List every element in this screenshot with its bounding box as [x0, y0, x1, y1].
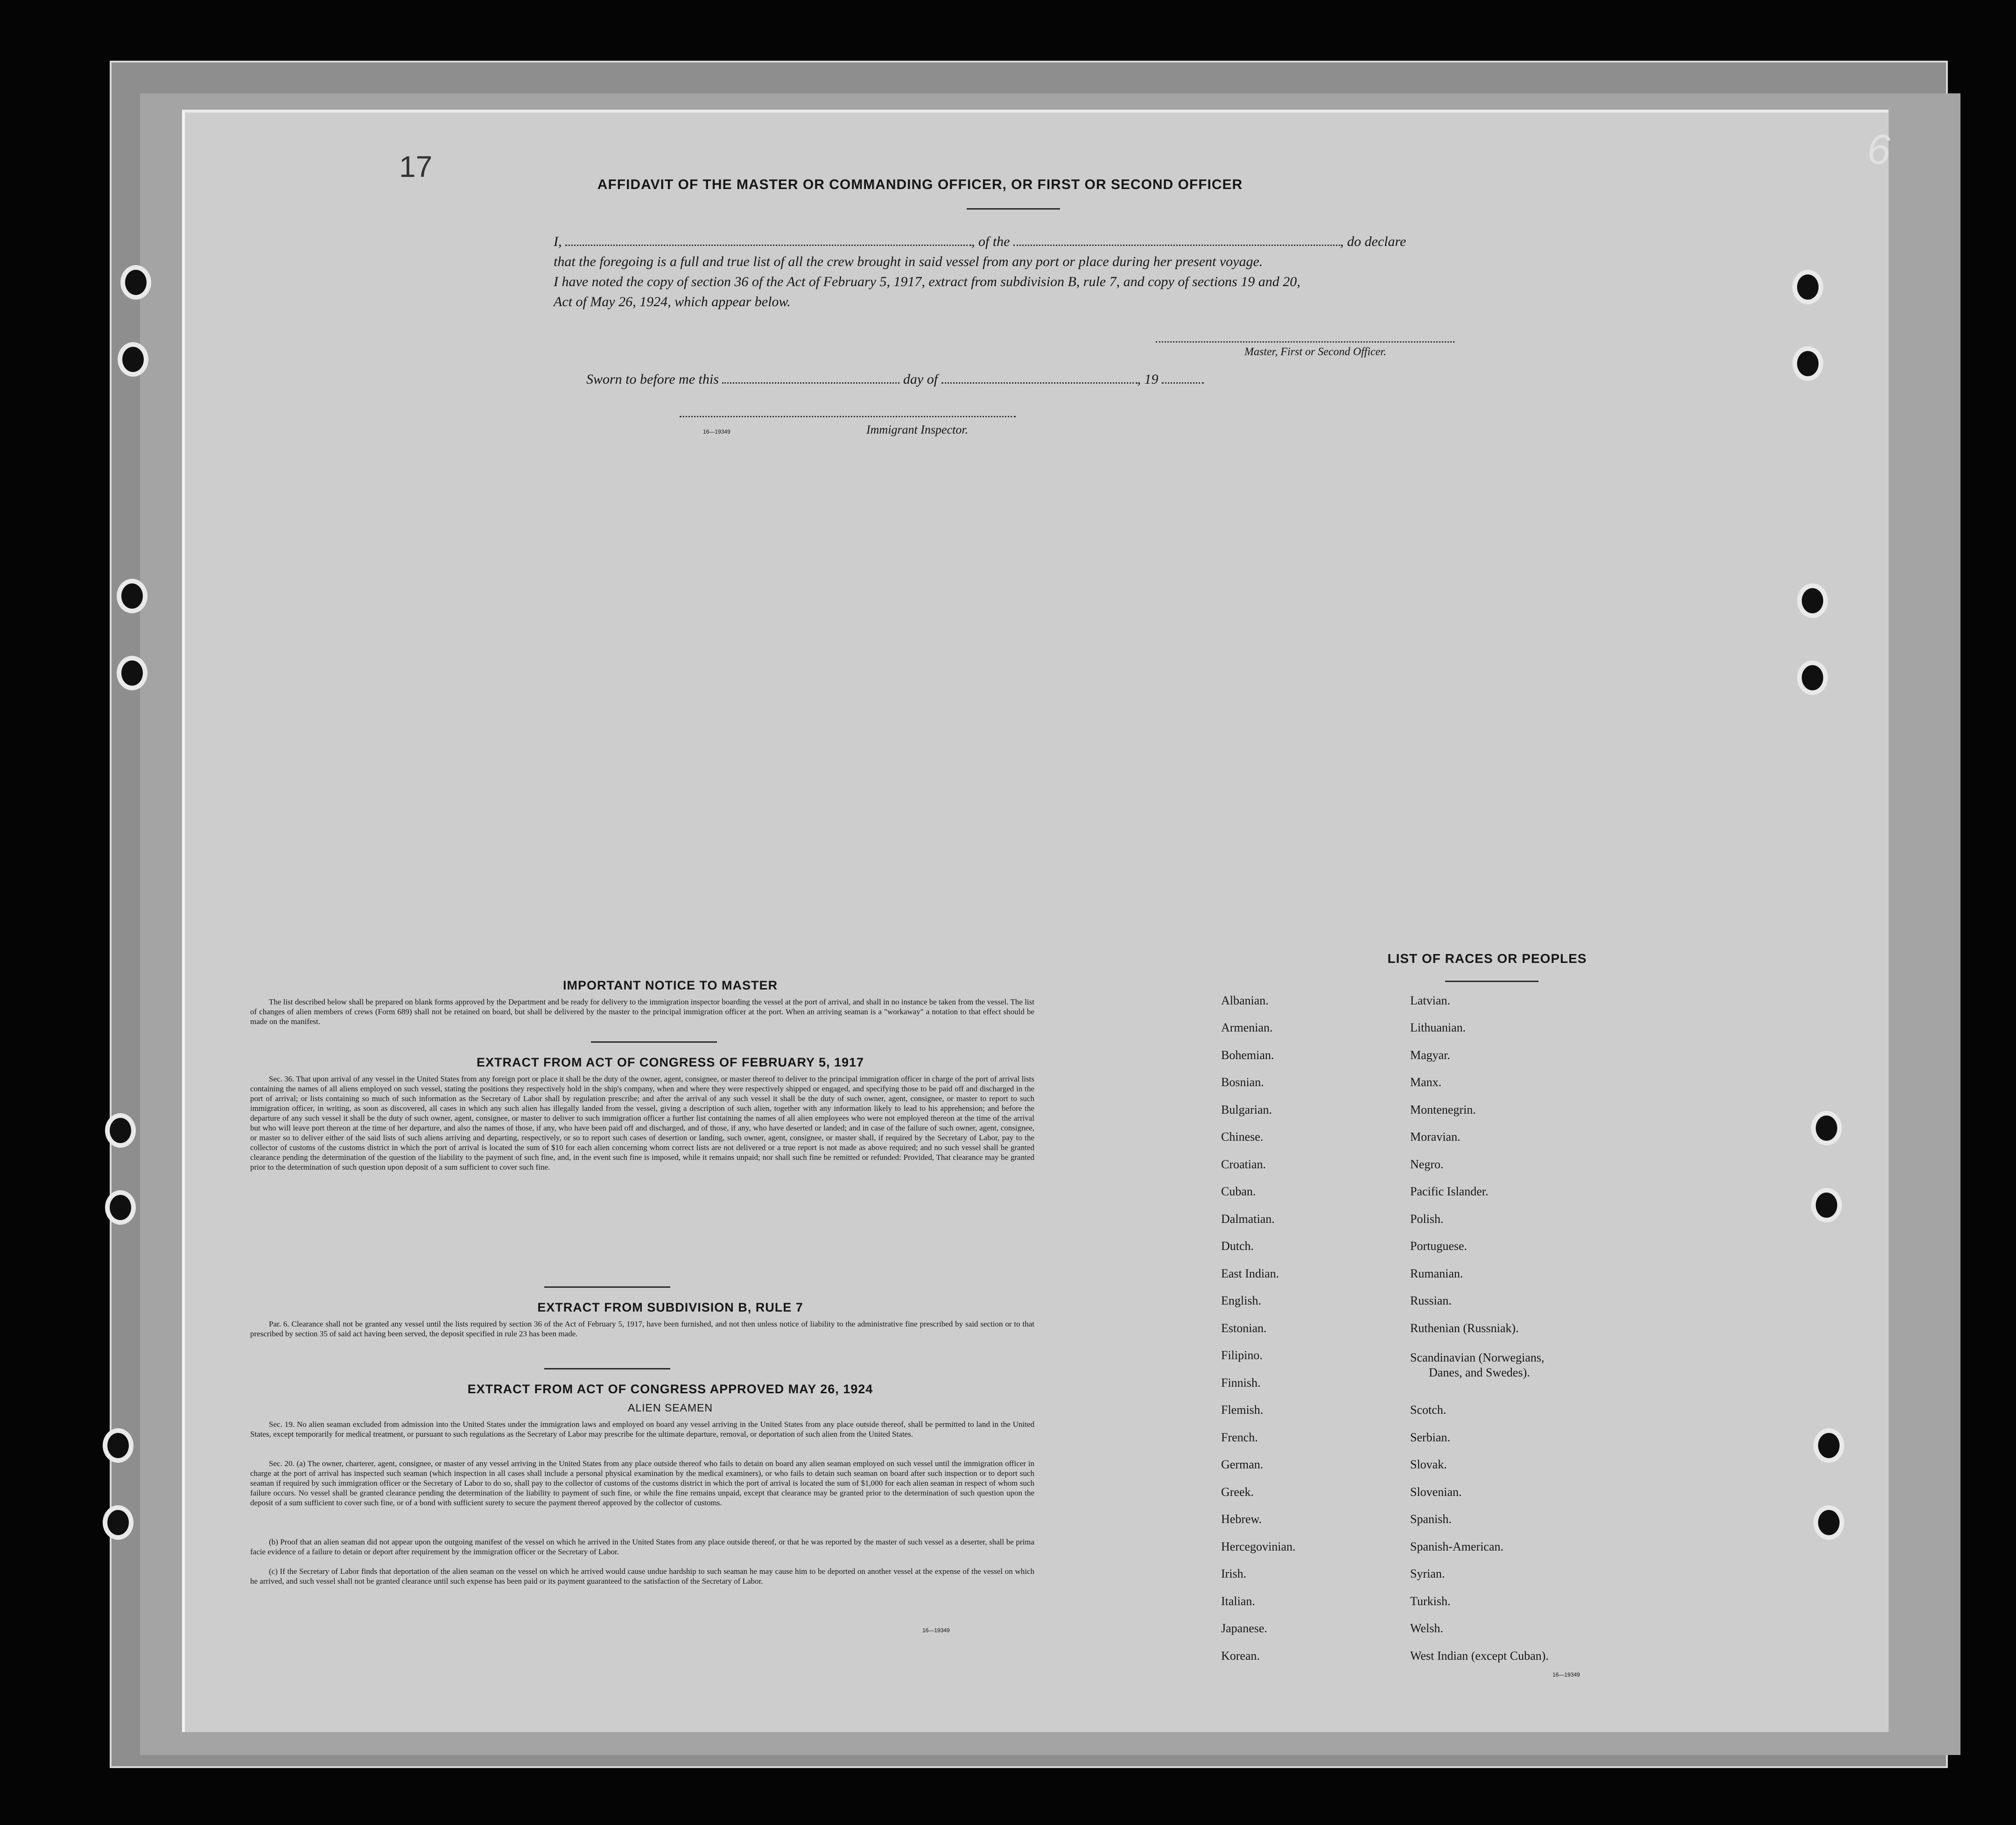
race-item: Italian. — [1221, 1594, 1255, 1608]
race-item: Moravian. — [1410, 1130, 1461, 1144]
race-item: Spanish. — [1410, 1512, 1452, 1526]
form-number: 16—19349 — [1552, 1671, 1580, 1678]
punch-hole — [1811, 1111, 1842, 1145]
month-blank — [941, 376, 1138, 384]
extract-1924-title: EXTRACT FROM ACT OF CONGRESS APPROVED MAY 26, 1924 — [467, 1382, 873, 1396]
race-item: Hercegovinian. — [1221, 1540, 1296, 1553]
race-item: Dalmatian. — [1221, 1212, 1275, 1226]
punch-hole — [1792, 270, 1823, 304]
race-item: Bosnian. — [1221, 1075, 1264, 1089]
affidavit-line1 — [554, 234, 1406, 250]
race-item: Pacific Islander. — [1410, 1185, 1489, 1198]
affidavit-title: AFFIDAVIT OF THE MASTER OR COMMANDING OFFICER, OR FIRST OR SECOND OFFICER — [597, 177, 1243, 192]
sec20a-text: Sec. 20. (a) The owner, charterer, agent, consignee, or master of any vessel arriving in the United States from any place outside thereof who fails to detain on board any alien seaman employed on such vessel until the immigration officer in charge at the port of arrival has inspected such seaman (which inspection in all cases shall include a personal physical examination by the medical examiners), or who fails to detain such seaman on board after such inspection or to deport such seaman if required by such immigration officer or the Secretary of Labor to do so, shall pay to the collector of customs of the customs district in which the port of arrival is located the sum of $1,000 for each alien seaman in respect of whom such failure occurs. No vessel shall be granted clearance pending the determination of the liability to payment of such fine, or while the fine remains unpaid, except that clearance may be granted prior to the determination of such question upon the deposit of a sum sufficient to cover such fine, or of a bond with sufficient surety to secure the payment thereof approved by the collector of customs. — [250, 1459, 1034, 1507]
race-item: Manx. — [1410, 1075, 1442, 1089]
race-item: Chinese. — [1221, 1130, 1264, 1144]
race-item: East Indian. — [1221, 1267, 1279, 1280]
race-item: Albanian. — [1221, 994, 1269, 1007]
race-item: Korean. — [1221, 1649, 1260, 1663]
punch-hole — [117, 579, 148, 613]
race-item: Ruthenian (Russniak). — [1410, 1321, 1519, 1335]
race-item: Scandinavian (Norwegians, — [1410, 1351, 1545, 1364]
vessel-blank — [1013, 238, 1340, 246]
race-item: Bohemian. — [1221, 1048, 1274, 1062]
master-signature-line — [1156, 341, 1454, 344]
affidavit-line4: Act of May 26, 1924, which appear below. — [554, 294, 791, 309]
race-item: Scotch. — [1410, 1403, 1447, 1417]
race-item: Dutch. — [1221, 1239, 1254, 1253]
divider — [967, 208, 1060, 210]
divider — [544, 1286, 670, 1288]
race-item: French. — [1221, 1431, 1258, 1444]
race-item: Filipino. — [1221, 1348, 1263, 1362]
form-sheet — [182, 110, 1889, 1732]
sec20c-text: (c) If the Secretary of Labor finds that deportation of the alien seaman on the vessel on which he arrived would cause undue hardship to such seaman he may cause him to be deported on another vessel at the expense of the vessel on which he arrived, and such vessel shall not be granted clearance until such expense has been paid or its payment guaranteed to the satisfaction of the Secretary of Labor. — [250, 1567, 1034, 1586]
affidavit-do-declare: , do declare — [1340, 234, 1406, 249]
inspector-label: Immigrant Inspector. — [866, 423, 969, 436]
extract-1917-title: EXTRACT FROM ACT OF CONGRESS OF FEBRUARY 5, 1917 — [476, 1055, 864, 1069]
race-item: Greek. — [1221, 1485, 1254, 1499]
sworn-prefix: Sworn to before me this — [586, 372, 719, 387]
race-item: Negro. — [1410, 1158, 1444, 1171]
race-item: West Indian (except Cuban). — [1410, 1649, 1549, 1663]
page-number-mark: 17 — [399, 150, 433, 183]
form-number: 16—19349 — [703, 428, 731, 435]
inspector-signature-line — [680, 416, 1016, 418]
race-item: Serbian. — [1410, 1431, 1450, 1444]
punch-hole — [1813, 1428, 1844, 1463]
race-item: German. — [1221, 1458, 1264, 1471]
name-blank — [565, 238, 971, 246]
race-item: Flemish. — [1221, 1403, 1264, 1417]
form-number: 16—19349 — [922, 1627, 950, 1634]
race-item: Portuguese. — [1410, 1239, 1468, 1253]
punch-hole — [103, 1428, 133, 1463]
notice-text: The list described below shall be prepared on blank forms approved by the Department and be ready for delivery to the immigration inspector boarding the vessel at the port of arrival, and shall in no instance be taken from the vessel. The list of changes of alien members of crews (Form 689) shall not be retained on board, but shall be delivered by the master to the principal immigration officer at the port. When an arriving seaman is a "workaway" a notation to that effect should be made on the manifest. — [250, 997, 1034, 1026]
race-item: Spanish-American. — [1410, 1540, 1504, 1553]
race-item: Cuban. — [1221, 1185, 1256, 1198]
race-item: Montenegrin. — [1410, 1103, 1476, 1116]
race-item: Armenian. — [1221, 1021, 1273, 1034]
races-title: LIST OF RACES OR PEOPLES — [1387, 951, 1587, 966]
race-item: Estonian. — [1221, 1321, 1267, 1335]
race-item-continued: Danes, and Swedes). — [1429, 1366, 1530, 1379]
race-item: Japanese. — [1221, 1621, 1267, 1635]
race-item: Slovenian. — [1410, 1485, 1462, 1499]
page-number-mark: 6 — [1867, 126, 1891, 173]
affidavit-of-the: , of the — [971, 234, 1010, 249]
sec19-text: Sec. 19. No alien seaman excluded from admission into the United States under the immigration laws and employed on board any vessel arriving in the United States from any place outside thereof, shall be permitted to land in the United States, except temporarily for medical treatment, or pursuant to such regulations as the Secretary of Labor may prescribe for the ultimate departure, removal, or deportation of such alien from the United States. — [250, 1420, 1034, 1439]
sec20b-text: (b) Proof that an alien seaman did not appear upon the outgoing manifest of the vessel on which he arrived in the United States from any place outside thereof, or that he was reported by the master of such vessel as a deserter, shall be prima facie evidence of a failure to detain or deport after requirement by the immigration officer or the Secretary of Labor. — [250, 1537, 1034, 1556]
race-item: Hebrew. — [1221, 1512, 1262, 1526]
punch-hole — [1813, 1505, 1844, 1540]
punch-hole — [1797, 583, 1828, 618]
affidavit-i: I, — [554, 234, 562, 249]
sworn-day-of: day of — [903, 372, 938, 387]
day-blank — [722, 376, 899, 384]
race-item: Lithuanian. — [1410, 1021, 1466, 1034]
race-item: Finnish. — [1221, 1376, 1261, 1390]
race-item: Rumanian. — [1410, 1267, 1463, 1280]
sworn-line — [586, 372, 1204, 387]
rule7-text: Par. 6. Clearance shall not be granted any vessel until the lists required by section 36 of the Act of February 5, 1917, have been furnished, and not then unless notice of liability to the administrative fine prescribed by said section or to that prescribed by section 35 of said act having been served, the deposit specified in rule 23 has been made. — [250, 1320, 1034, 1338]
affidavit-line2: that the foregoing is a full and true list of all the crew brought in said vessel from any port or place during her present voyage. — [554, 254, 1263, 269]
divider — [544, 1368, 670, 1369]
rule7-title: EXTRACT FROM SUBDIVISION B, RULE 7 — [537, 1300, 803, 1314]
divider — [1445, 981, 1538, 982]
race-item: Welsh. — [1410, 1621, 1443, 1635]
divider — [591, 1041, 717, 1043]
affidavit-line3: I have noted the copy of section 36 of the Act of February 5, 1917, extract from subdivision B, rule 7, and copy of sections 19 and 20, — [554, 274, 1300, 289]
year-blank — [1162, 376, 1204, 384]
race-item: Russian. — [1410, 1294, 1452, 1307]
race-item: Bulgarian. — [1221, 1103, 1272, 1116]
race-item: English. — [1221, 1294, 1261, 1307]
alien-seamen-subtitle: ALIEN SEAMEN — [628, 1402, 713, 1414]
punch-hole — [1811, 1188, 1842, 1222]
punch-hole — [105, 1113, 136, 1148]
extract-1917-text: Sec. 36. That upon arrival of any vessel in the United States from any foreign port or place it shall be the duty of the owner, agent, consignee, or master thereof to deliver to the principal immigration officer in charge of the port of arrival lists containing the names of all aliens employed on such vessel, stating the positions they respectively hold in the ship's company, when and where they were respectively shipped or engaged, and specifying those to be paid off and discharged in the port of arrival; or lists containing so much of such information as the Secretary of Labor shall by regulation prescribe; and after the arrival of any such vessel it shall be the duty of such owner, agent, consignee, or master to report to such immigration officer, in writing, as soon as discovered, all cases in which any such alien has illegally landed from the vessel, giving a description of such alien, together with any information likely to lead to his apprehension; and before the departure of any such vessel it shall be the duty of such owner, agent, consignee, or master to deliver to such immigration officer a further list containing the names of all alien employees who were not employed thereon at the time of the arrival but who will leave port thereon at the time of her departure, and also the names of those, if any, who have been paid off and discharged, and of those, if any, who have deserted or landed; and in case of the failure of such owner, agent, consignee, or master so to deliver either of the said lists of such aliens arriving and departing, respectively, or so to report such cases of desertion or landing, such owner, agent, consignee, or master shall, if required by the Secretary of Labor, pay to the collector of customs of the customs district in which the port of arrival is located the sum of $10 for each alien concerning whom correct lists are not delivered or a true report is not made as above required; and no such vessel shall be granted clearance pending the determination of the question of the liability to the payment of such fine, and, in the event such fine is imposed, while it remains unpaid; nor shall such fine be remitted or refunded: Provided, That clearance may be granted prior to the determination of such question upon deposit of a sum sufficient to cover such fine. — [250, 1074, 1034, 1172]
punch-hole — [120, 265, 151, 300]
race-item: Syrian. — [1410, 1567, 1445, 1580]
punch-hole — [105, 1190, 136, 1225]
race-item: Polish. — [1410, 1212, 1444, 1226]
race-item: Irish. — [1221, 1567, 1247, 1580]
race-item: Magyar. — [1410, 1048, 1450, 1062]
sworn-year: , 19 — [1137, 372, 1159, 387]
race-item: Croatian. — [1221, 1158, 1266, 1171]
punch-hole — [118, 342, 148, 377]
race-item: Slovak. — [1410, 1458, 1447, 1471]
race-item: Latvian. — [1410, 994, 1450, 1007]
notice-title: IMPORTANT NOTICE TO MASTER — [563, 978, 778, 992]
punch-hole — [1797, 660, 1828, 695]
punch-hole — [1792, 346, 1823, 381]
punch-hole — [103, 1505, 133, 1540]
master-signature-label: Master, First or Second Officer. — [1244, 346, 1386, 358]
race-item: Turkish. — [1410, 1594, 1451, 1608]
punch-hole — [117, 656, 148, 690]
